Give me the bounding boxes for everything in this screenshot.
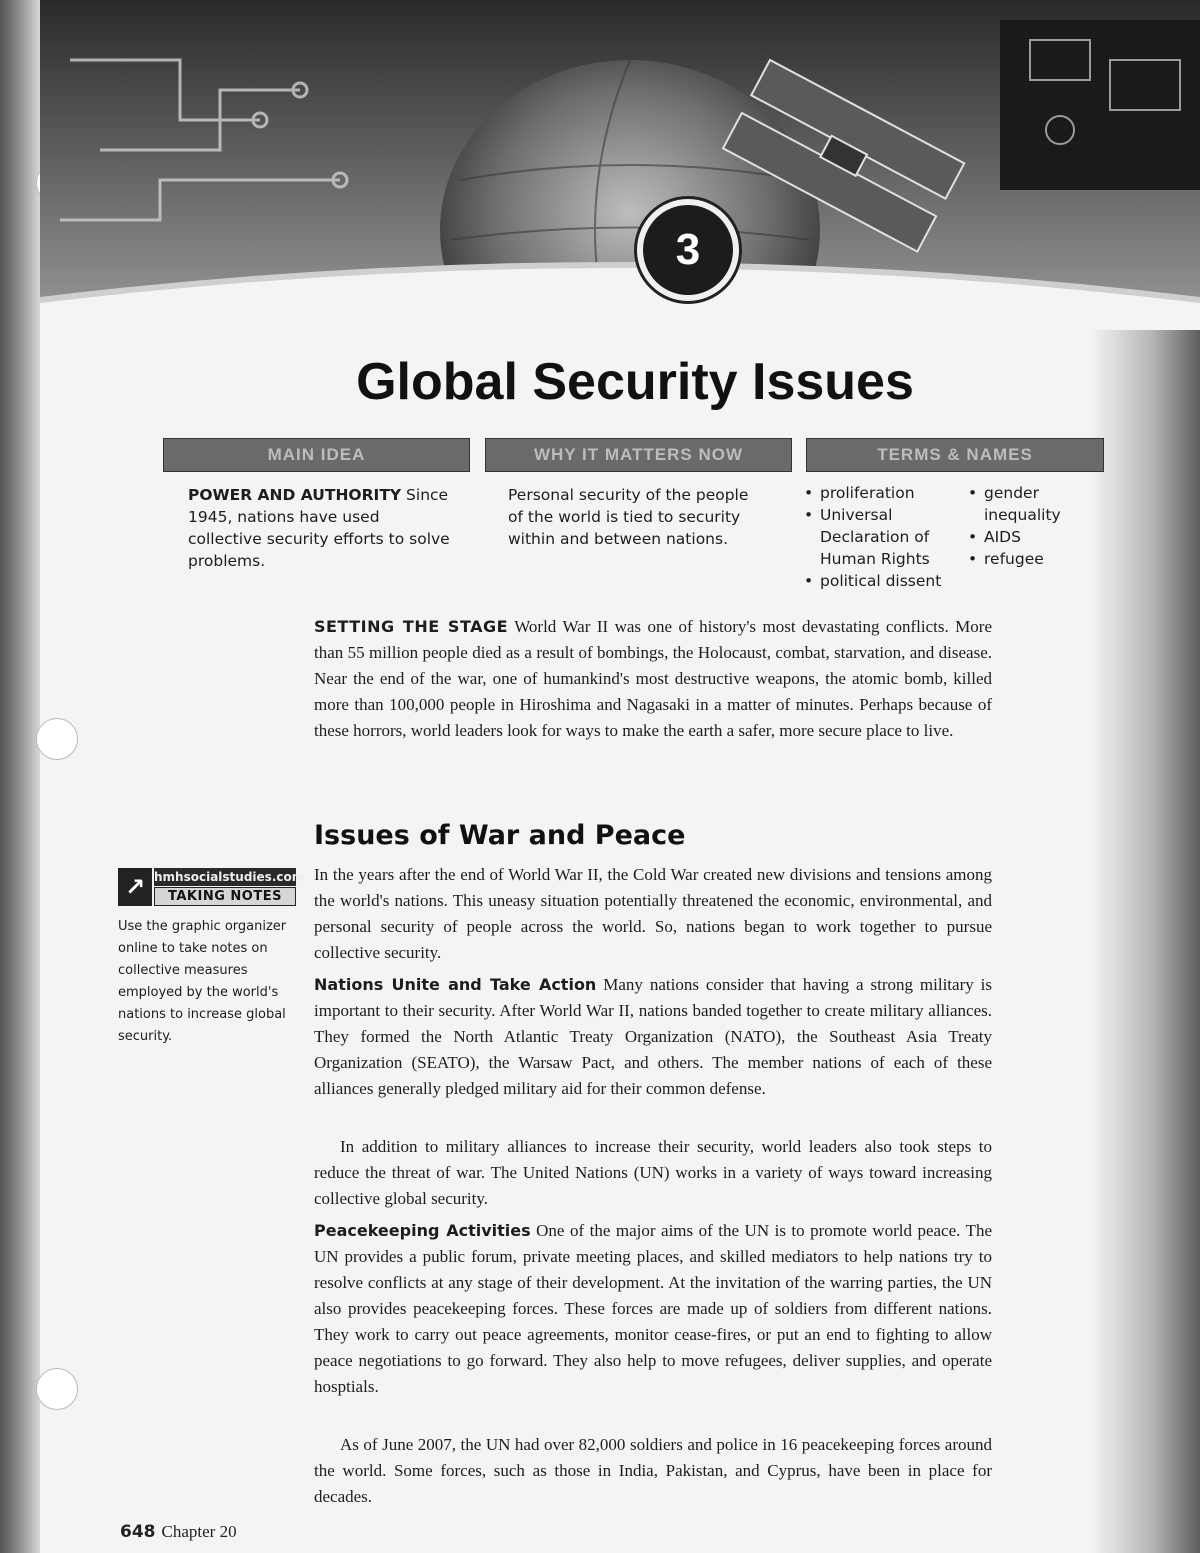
peacekeeping-paragraph [314, 1218, 992, 1400]
terms-list-2 [966, 482, 1076, 570]
un-forces-paragraph: As of June 2007, the UN had over 82,000 soldiers and police in 16 peacekeeping forces around the world. Some forces, such as those in India, Pakistan, and Cyprus, have been in place for decades. [314, 1435, 992, 1506]
war-peace-paragraph: In the years after the end of World War II, the Cold War created new divisions and tensions among the world's nations. This uneasy situation potentially threatened the economic, environmental, and personal security of people across the world. So, nations began to work together to pursue collective security. [314, 865, 992, 962]
taking-notes-url: hmhsocialstudies.com [154, 870, 305, 884]
why-it-matters-text: Personal security of the people of the world is tied to security within and between nations. [508, 486, 749, 548]
page-title: Global Security Issues [356, 353, 914, 411]
peacekeeping-body: One of the major aims of the UN is to promote world peace. The UN provides a public forum, private meeting places, and skilled mediators to help nations try to resolve conflicts at any stage of their development. At the invitation of the warring parties, the UN also provides peacekeeping forces. These forces are made up of soldiers from different nations. They work to carry out peace agreements, monitor cease-fires, or put an end to fighting to allow peace negotiations to go forward. They also help to move refugees, deliver supplies, and operate hosptials. [314, 1221, 992, 1396]
taking-notes-label: TAKING NOTES [154, 887, 296, 906]
main-idea-label: POWER AND AUTHORITY [188, 486, 402, 504]
setting-the-stage-body: World War II was one of history's most devastating conflicts. More than 55 million people died as a result of bombings, the Holocaust, combat, starvation, and disease. Near the end of the war, one of humankind's most destructive weapons, the atomic bomb, killed more than 100,000 people in Hiroshima and Nagasaki in a matter of minutes. Perhaps because of these horrors, world leaders look for ways to make the earth a safer, more secure place to live. [314, 617, 993, 740]
section-heading: Issues of War and Peace [314, 820, 686, 851]
chapter-label: Chapter 20 [161, 1522, 237, 1541]
setting-the-stage-label: SETTING THE STAGE [314, 617, 509, 636]
chapter-number-badge: 3 [637, 199, 739, 301]
binder-hole-icon [36, 718, 78, 760]
nations-unite-body: Many nations consider that having a strong military is important to their security. After World War II, nations banded together to create military alliances. They formed the North Atlantic Treaty Organization (NATO), the Southeast Asia Treaty Organization (SEATO), the Warsaw Pact, and others. The member nations of each of these alliances generally pledged military aid for their common defense. [314, 975, 993, 1098]
term-item: • refugee [966, 548, 1076, 570]
page-footer [120, 1522, 237, 1542]
external-link-arrow-icon: ↗ [118, 868, 152, 906]
terms-list-1 [802, 482, 962, 592]
page-binding-shadow [0, 0, 40, 1553]
term-item: • gender inequality [966, 482, 1076, 526]
taking-notes-link[interactable] [118, 868, 305, 908]
why-it-matters-bar: WHY IT MATTERS NOW [485, 438, 792, 472]
nations-unite-label: Nations Unite and Take Action [314, 975, 597, 994]
setting-the-stage-paragraph [314, 614, 992, 744]
term-item: • political dissent [802, 570, 962, 592]
page-number: 648 [120, 1522, 156, 1542]
term-item: • AIDS [966, 526, 1076, 548]
banner-artwork-icon [40, 0, 1200, 330]
term-item: • proliferation [802, 482, 962, 504]
term-item: • Universal Declaration of Human Rights [802, 504, 962, 570]
page-curl-shadow [1090, 250, 1200, 1553]
taking-notes-instructions: Use the graphic organizer online to take notes on collective measures employed by the world's nations to increase global security. [118, 919, 287, 1044]
binder-hole-icon [36, 1368, 78, 1410]
terms-names-bar: TERMS & NAMES [806, 438, 1104, 472]
main-idea-bar: MAIN IDEA [163, 438, 470, 472]
main-idea-body: Since 1945, nations have used collective security efforts to solve problems. [188, 486, 450, 570]
nations-unite-paragraph [314, 972, 992, 1102]
peacekeeping-label: Peacekeeping Activities [314, 1221, 531, 1240]
main-idea-text [188, 484, 458, 572]
un-security-paragraph: In addition to military alliances to increase their security, world leaders also took steps to reduce the threat of war. The United Nations (UN) works in a variety of ways toward increasing collective global security. [314, 1137, 992, 1208]
chapter-banner [40, 0, 1200, 330]
